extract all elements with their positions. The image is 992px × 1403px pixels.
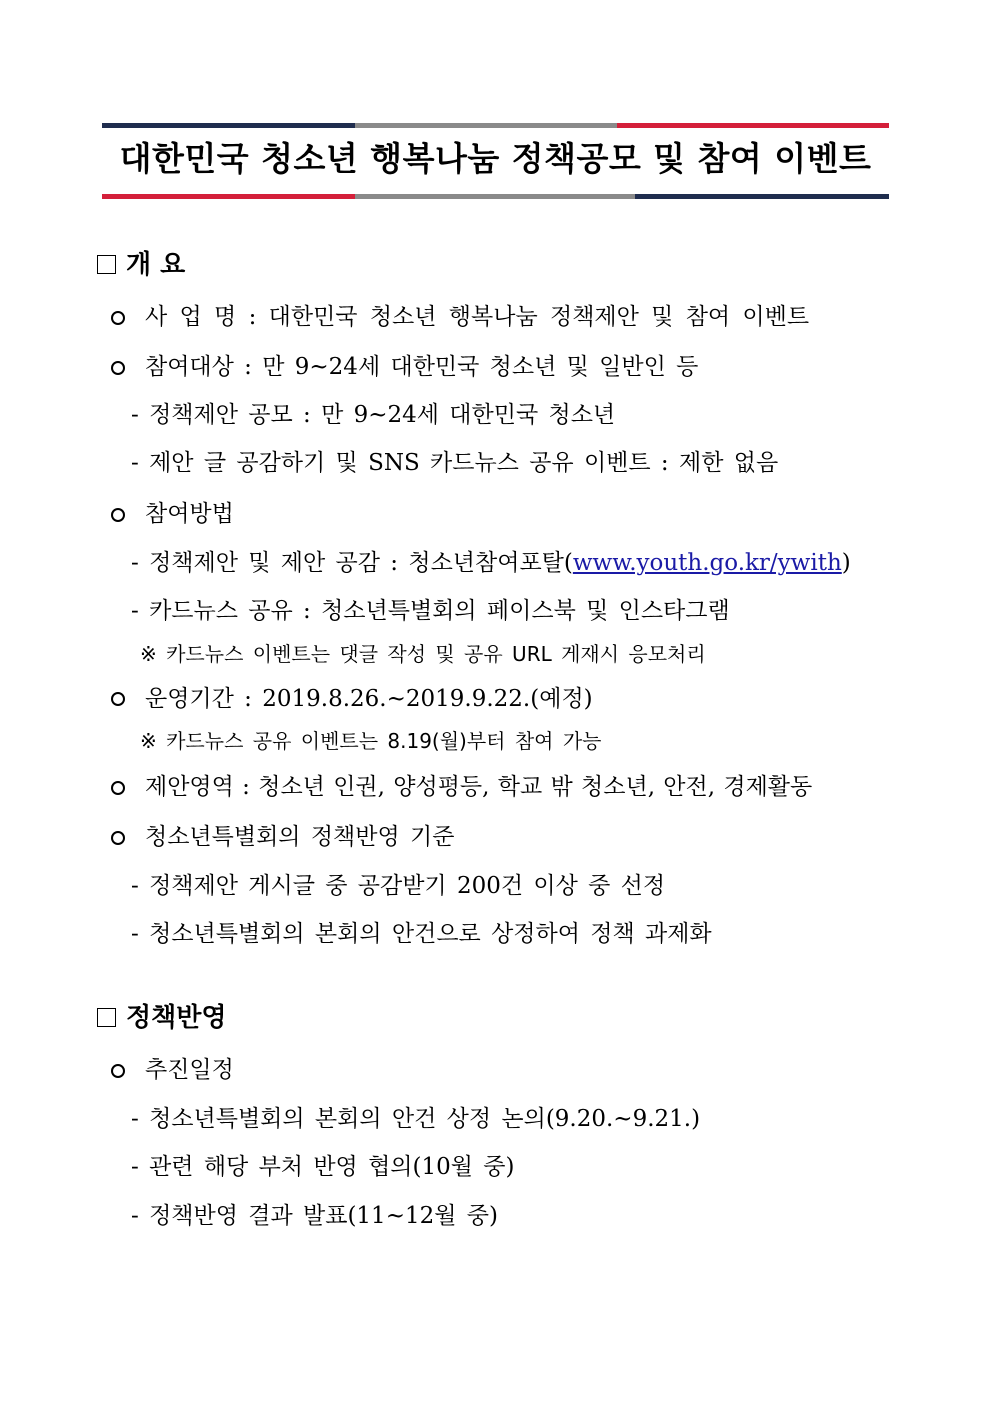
period: 운영기간 : 2019.8.26.~2019.9.22.(예정) (145, 686, 593, 712)
circle-bullet-icon (111, 361, 125, 375)
section-heading-label: 개 요 (126, 250, 186, 280)
circle-bullet-icon (111, 508, 125, 522)
method-sub2: - 카드뉴스 공유 : 청소년특별회의 페이스북 및 인스타그램 (131, 598, 730, 624)
method-note: ※ 카드뉴스 이벤트는 댓글 작성 및 공유 URL 게재시 응모처리 (140, 642, 706, 666)
section-heading-policy (97, 1003, 226, 1033)
areas: 제안영역 : 청소년 인권, 양성평등, 학교 밖 청소년, 안전, 경제활동 (145, 774, 813, 800)
criteria-sub1: - 정책제안 게시글 중 공감받기 200건 이상 중 선정 (131, 873, 666, 899)
circle-bullet-icon (111, 692, 125, 706)
title-bottom-rule (102, 194, 889, 199)
method-sub1-prefix: - 정책제안 및 제안 공감 : 청소년참여포탈( (131, 550, 573, 576)
top-rule-navy (102, 123, 355, 128)
method-sub1 (131, 548, 851, 578)
bottom-rule-navy (635, 194, 889, 199)
target-sub2: - 제안 글 공감하기 및 SNS 카드뉴스 공유 이벤트 : 제한 없음 (131, 450, 779, 476)
page-title: 대한민국 청소년 행복나눔 정책공모 및 참여 이벤트 (119, 139, 872, 178)
portal-link[interactable]: www.youth.go.kr/ywith (572, 550, 842, 576)
section-heading-label: 정책반영 (126, 1003, 227, 1033)
top-rule-gray (355, 123, 617, 128)
schedule-sub1: - 청소년특별회의 본회의 안건 상정 논의(9.20.~9.21.) (131, 1106, 701, 1132)
title-top-rule (102, 123, 889, 128)
criteria: 청소년특별회의 정책반영 기준 (145, 824, 455, 850)
method: 참여방법 (145, 501, 234, 527)
circle-bullet-icon (111, 781, 125, 795)
method-sub1-suffix: ) (841, 550, 851, 576)
checkbox-square-icon (97, 255, 116, 274)
bottom-rule-gray (355, 194, 635, 199)
bottom-rule-red (102, 194, 355, 199)
schedule: 추진일정 (145, 1057, 234, 1083)
circle-bullet-icon (111, 311, 125, 325)
schedule-sub2: - 관련 해당 부처 반영 협의(10월 중) (131, 1154, 515, 1180)
top-rule-red (617, 123, 889, 128)
target-sub1: - 정책제안 공모 : 만 9~24세 대한민국 청소년 (131, 402, 616, 428)
checkbox-square-icon (97, 1008, 116, 1027)
period-note: ※ 카드뉴스 공유 이벤트는 8.19(월)부터 참여 가능 (140, 729, 602, 753)
schedule-sub3: - 정책반영 결과 발표(11~12월 중) (131, 1203, 498, 1229)
target: 참여대상 : 만 9~24세 대한민국 청소년 및 일반인 등 (145, 354, 699, 380)
title-block (102, 123, 889, 199)
circle-bullet-icon (111, 1064, 125, 1078)
section-heading-overview (97, 250, 185, 280)
criteria-sub2: - 청소년특별회의 본회의 안건으로 상정하여 정책 과제화 (131, 921, 712, 947)
circle-bullet-icon (111, 831, 125, 845)
business-name: 사 업 명 : 대한민국 청소년 행복나눔 정책제안 및 참여 이벤트 (145, 304, 810, 330)
